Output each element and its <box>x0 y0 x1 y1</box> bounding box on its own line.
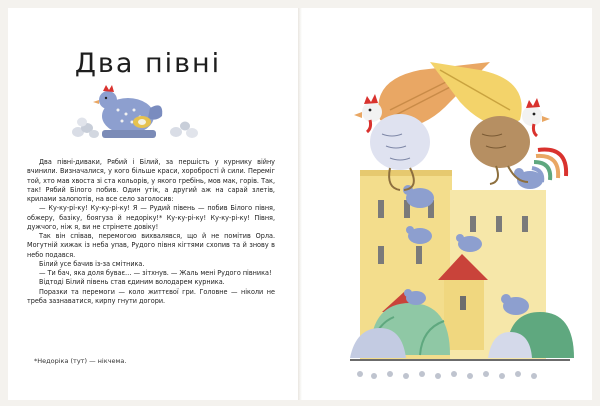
story-title: Два півні <box>74 48 222 79</box>
rooster-right-icon <box>430 62 566 184</box>
story-body <box>27 157 275 305</box>
paragraph: Відтоді Білий півень став єдиним володарем курника. <box>39 277 225 287</box>
paragraph: — Ку-ку-рі-ку! Ку-ку-рі-ку! Я — Рудий півень — побив Білого півня, обжеру, базіку, боягуза й недоріку!* Ку-ку-рі-ку! Ку-ку-рі-ку! Півня, дужчого, ніж я, ви не стрінете довіку! <box>27 203 275 231</box>
book-gutter <box>298 8 302 400</box>
eggs-left <box>72 118 99 139</box>
roosters-illustration <box>320 50 590 390</box>
footnote: *Недоріка (тут) — нікчема. <box>34 357 127 365</box>
paragraph: Так він співав, перемогою вихвалявся, що й не помітив Орла. Могутній хижак із неба упав, Рудого півня кігтями схопив та й знову в небо подався. <box>27 231 275 259</box>
hen-icon <box>93 85 162 138</box>
paragraph: Два півні-диваки, Рябий і Білий, за першість у курнику війну вчинили. Визначалися, у кого більше краси, хоробрості й сили. Переміг той, хто мав хвоста зі ста кольорів, у якого гребінь, мов мак, горів. Так, так! Рябий Білого побив. Один утік, а другий аж на сарай злетів, крилами залопотів, на все село заголосив: <box>27 157 275 203</box>
ground <box>350 360 570 379</box>
paragraph: Поразки та перемоги — коло життєвої гри. Головне — ніколи не треба зазнаватися, кирпу гнути догори. <box>27 286 275 305</box>
hen-illustration <box>70 80 200 140</box>
paragraph: — Ти бач, яка доля буває… — зітхнув. — Жаль мені Рудого півника! <box>39 268 272 277</box>
paragraph: Білий усе бачив із-за смітника. <box>39 258 145 268</box>
eggs-right <box>170 122 198 139</box>
